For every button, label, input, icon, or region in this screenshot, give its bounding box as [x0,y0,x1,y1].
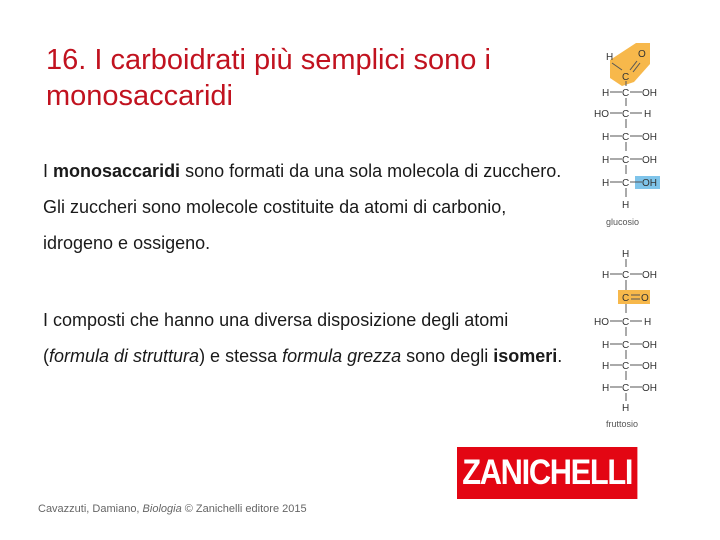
glucose-atom-H: H [606,52,614,63]
footer-authors: Cavazzuti, Damiano, [38,503,143,515]
glucose-atom-C: C [622,72,630,83]
glucose-atom-H: H [602,178,610,189]
fructose-atom-O: O [641,293,649,304]
term-monosaccaridi: monosaccaridi [53,161,181,181]
glucose-atom-H: H [622,200,630,211]
fructose-atom-H: H [602,270,610,281]
zanichelli-logo: ZANICHELLI [457,447,637,499]
p2-text-b: ) e stessa [199,346,283,366]
glucose-atom-H: H [602,155,610,166]
glucose-caption: glucosio [606,217,640,227]
glucose-atom-H: H [602,132,610,143]
fructose-atom-H: H [602,361,610,372]
fructose-atom-C: C [622,340,630,351]
fructose-atom-H: H [602,383,610,394]
fructose-group-HO: HO [594,317,609,328]
p1-text-before: I [43,161,54,181]
fructose-atom-H: H [622,403,630,414]
fructose-atom-C: C [622,383,630,394]
fructose-group-OH: OH [642,361,657,372]
fructose-structure [590,245,670,440]
term-isomeri: isomeri [493,346,558,366]
glucose-group-OH: OH [642,88,657,99]
glucose-atom-C: C [622,109,630,120]
glucose-atom-C: C [622,88,630,99]
glucose-atom-H: H [602,88,610,99]
fructose-atom-C: C [622,270,630,281]
footer-book-title: Biologia [142,503,182,515]
glucose-structure [590,40,670,240]
fructose-group-OH: OH [642,383,657,394]
slide-title: 16. I carboidrati più semplici sono i monosaccaridi [46,44,491,112]
paragraph-monosaccharides [43,153,563,261]
fructose-atom-H: H [644,317,652,328]
glucose-atom-H: H [644,109,652,120]
glucose-atom-C: C [622,132,630,143]
term-formula-struttura: formula di struttura [49,346,200,366]
glucose-atom-C: C [622,155,630,166]
footer-publisher: © Zanichelli editore 2015 [181,503,307,515]
fructose-atom-C: C [622,317,630,328]
fructose-group-OH: OH [642,340,657,351]
p2-text-d: . [557,346,563,366]
fructose-atom-H: H [602,340,610,351]
glucose-group-HO: HO [594,109,609,120]
term-formula-grezza: formula grezza [282,346,402,366]
glucose-group-OH: OH [642,132,657,143]
fructose-atom-C: C [622,293,630,304]
paragraph-isomers [43,302,563,374]
fructose-atom-H: H [622,249,630,260]
fructose-caption: fruttosio [606,419,639,429]
p1-text-after: sono formati da una sola molecola di zucchero. Gli zuccheri sono molecole costituite da atomi di carbonio, idrogeno e ossigeno. [43,161,562,253]
glucose-group-OH: OH [642,155,657,166]
fructose-group-OH: OH [642,270,657,281]
p2-text-a: I composti che hanno una diversa disposizione degli atomi ( [43,310,509,366]
glucose-atom-C: C [622,178,630,189]
p2-text-c: sono degli [401,346,494,366]
glucose-atom-O: O [638,49,646,60]
glucose-group-OH: OH [642,178,657,189]
fructose-atom-C: C [622,361,630,372]
footer-credit [38,503,307,515]
